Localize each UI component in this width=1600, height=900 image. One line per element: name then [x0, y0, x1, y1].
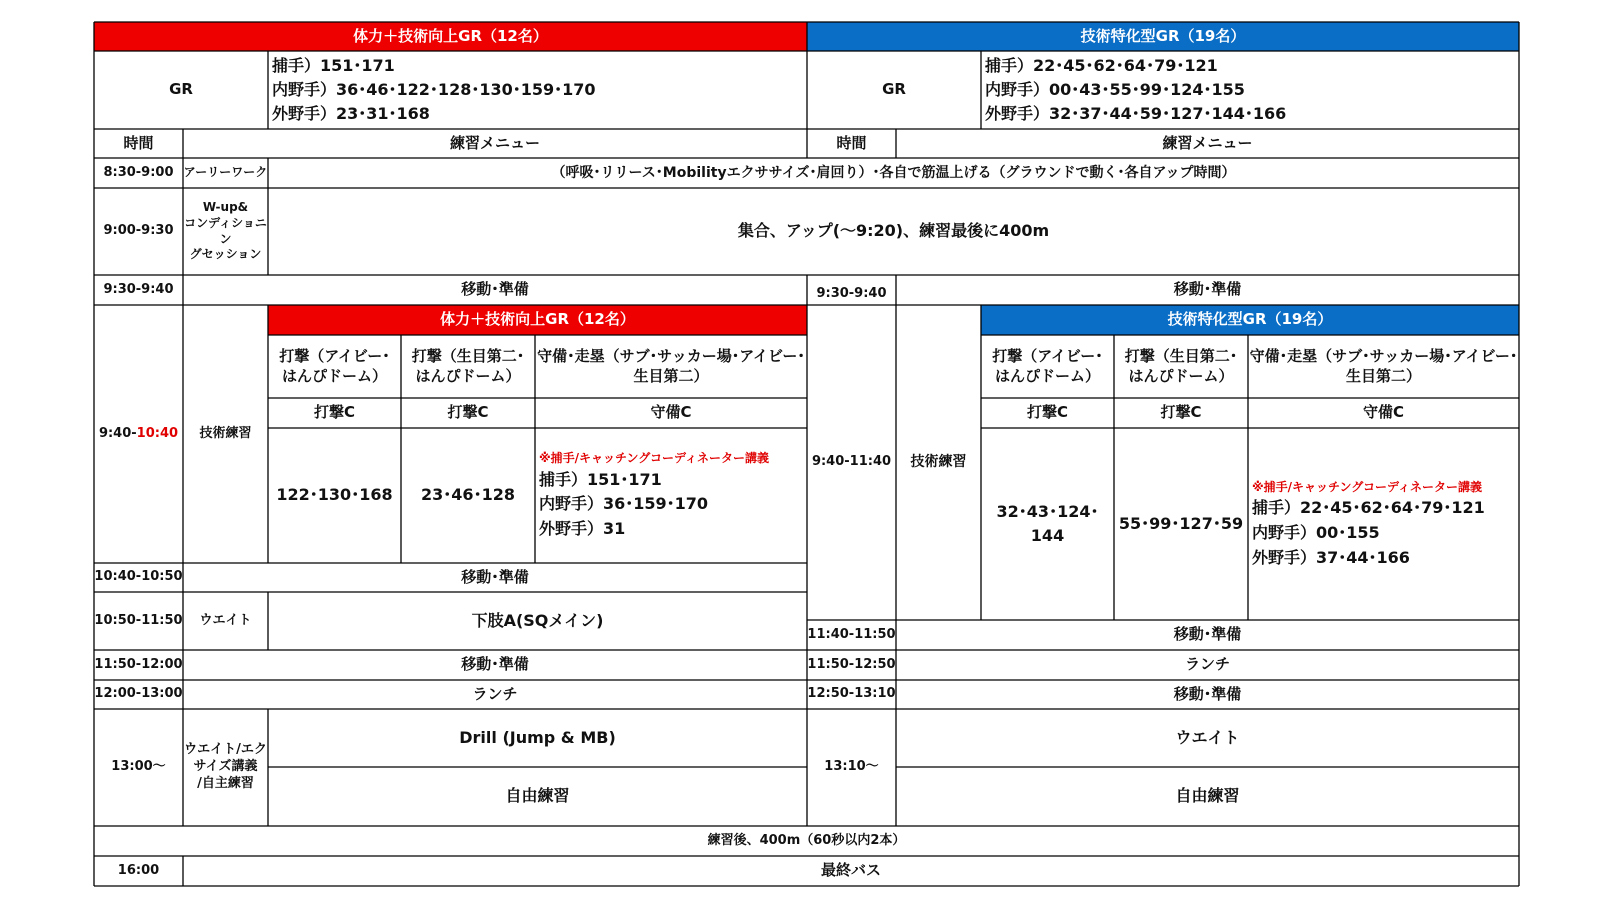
left-tech-label: 技術練習: [199, 425, 252, 441]
left-roster-infield: 内野手）36･46･122･128･130･159･170: [272, 80, 596, 99]
left-tech-time-end: 10:40: [136, 425, 179, 441]
left-1300-bottom: 自由練習: [505, 786, 570, 806]
right-1140-text: 移動･準備: [1173, 625, 1242, 644]
warmup-text: 集合、アップ(～9:20)、練習最後に400m: [737, 221, 1050, 241]
right-col3-line3: 外野手）37･44･166: [1252, 547, 1410, 567]
left-1150-text: 移動･準備: [461, 655, 529, 674]
left-col2-title: 打撃（生目第二･ はんぴドーム）: [411, 347, 525, 385]
left-0930-text: 移動･準備: [461, 280, 529, 299]
right-col2-coach: 打撃C: [1160, 403, 1202, 422]
right-col1-players: 32･43･124･ 144: [996, 502, 1099, 545]
right-0930-text: 移動･準備: [1173, 280, 1242, 299]
right-1310-time: 13:10～: [824, 759, 879, 775]
left-col3-players: [535, 428, 807, 563]
early-text: （呼吸･リリース･Mobilityエクササイズ･肩回り）･各自で筋温上げる（グラウンドで動く･各自アップ時間）: [551, 164, 1236, 181]
right-col3-line1: 捕手）22･45･62･64･79･121: [1252, 498, 1485, 518]
right-tech-label: 技術練習: [910, 454, 967, 471]
right-menu-header: 練習メニュー: [1162, 133, 1253, 152]
after-practice-note: 練習後、400m（60秒以内2本）: [707, 832, 906, 848]
right-gr-label: GR: [882, 80, 906, 99]
left-tech-time: [94, 305, 183, 563]
left-0930-time: 9:30-9:40: [103, 281, 174, 297]
warmup-time: 9:00-9:30: [103, 223, 174, 239]
left-1300-time: 13:00～: [111, 759, 166, 775]
left-tech-time-start: 9:40-: [98, 425, 137, 441]
right-1250-text: 移動･準備: [1173, 684, 1242, 703]
right-1150-text: ランチ: [1184, 655, 1230, 674]
right-col2-players: 55･99･127･59: [1118, 513, 1244, 533]
right-col1-title: 打撃（アイビー･ はんぴドーム）: [992, 347, 1103, 385]
right-tech-subheader: 技術特化型GR（19名）: [981, 305, 1519, 335]
right-tech-time: 9:40-11:40: [811, 454, 892, 470]
left-roster-outfield: 外野手）23･31･168: [272, 104, 430, 123]
left-col3-note: ※捕手/キャッチングコーディネーター講義: [539, 451, 770, 465]
right-1310-bottom: 自由練習: [1175, 786, 1240, 806]
left-roster: [268, 51, 807, 129]
right-1250-time: 12:50-13:10: [807, 686, 896, 702]
left-col3-line2: 内野手）36･159･170: [539, 494, 709, 514]
left-col3-line3: 外野手）31: [539, 519, 626, 539]
left-col2-players: 23･46･128: [421, 485, 515, 505]
left-1040-time: 10:40-10:50: [94, 569, 183, 585]
right-col3-note: ※捕手/キャッチングコーディネーター講義: [1252, 479, 1483, 494]
left-gr-label: GR: [169, 80, 193, 99]
left-1300-top: Drill (Jump & MB): [459, 727, 616, 747]
left-col3-line1: 捕手）151･171: [539, 469, 662, 489]
right-col2-title: 打撃（生目第二･ はんぴドーム）: [1124, 347, 1238, 385]
right-roster: [981, 51, 1519, 129]
last-bus-text: 最終バス: [820, 861, 881, 880]
right-1140-time: 11:40-11:50: [807, 626, 896, 642]
right-group-header: 技術特化型GR（19名）: [807, 22, 1519, 51]
left-col1-coach: 打撃C: [313, 403, 355, 422]
right-time-header: 時間: [836, 133, 867, 152]
left-1200-text: ランチ: [472, 684, 518, 703]
left-col3-coach: 守備C: [650, 403, 692, 422]
left-1050-time: 10:50-11:50: [94, 612, 183, 628]
left-col1-players: 122･130･168: [276, 485, 393, 505]
right-1150-time: 11:50-12:50: [807, 656, 896, 672]
left-1200-time: 12:00-13:00: [94, 686, 183, 702]
early-time: 8:30-9:00: [103, 164, 174, 180]
left-1300-label: ウエイト/エク サイズ講義 /自主練習: [184, 742, 267, 791]
right-roster-infield: 内野手）00･43･55･99･124･155: [985, 80, 1245, 99]
left-1050-label: ウエイト: [199, 612, 252, 628]
left-roster-catcher: 捕手）151･171: [272, 56, 395, 75]
right-col3-coach: 守備C: [1362, 403, 1404, 422]
left-menu-header: 練習メニュー: [449, 133, 540, 152]
right-col3-players: [1248, 428, 1519, 620]
right-0930-time: 9:30-9:40: [816, 285, 887, 301]
left-tech-subheader: 体力＋技術向上GR（12名）: [268, 305, 807, 335]
left-1050-text: 下肢A(SQメイン): [471, 610, 604, 630]
early-label: アーリーワーク: [183, 165, 268, 180]
left-col3-title: 守備･走塁（サブ･サッカー場･アイビー･ 生目第二）: [537, 347, 805, 385]
right-col3-title: 守備･走塁（サブ･サッカー場･アイビー･ 生目第二）: [1249, 347, 1518, 385]
last-bus-time: 16:00: [117, 862, 160, 878]
right-col3-line2: 内野手）00･155: [1252, 522, 1380, 542]
left-col2-coach: 打撃C: [447, 403, 489, 422]
right-col1-coach: 打撃C: [1026, 403, 1068, 422]
right-1310-top: ウエイト: [1175, 727, 1240, 747]
left-group-header: 体力＋技術向上GR（12名）: [94, 22, 807, 51]
right-roster-outfield: 外野手）32･37･44･59･127･144･166: [985, 104, 1287, 123]
warmup-label: W-up& コンディショニン グセッション: [184, 200, 267, 262]
left-1150-time: 11:50-12:00: [94, 656, 183, 672]
left-1040-text: 移動･準備: [461, 567, 529, 586]
right-roster-catcher: 捕手）22･45･62･64･79･121: [985, 56, 1218, 75]
left-col1-title: 打撃（アイビー･ はんぴドーム）: [279, 347, 390, 385]
left-time-header: 時間: [123, 133, 154, 152]
